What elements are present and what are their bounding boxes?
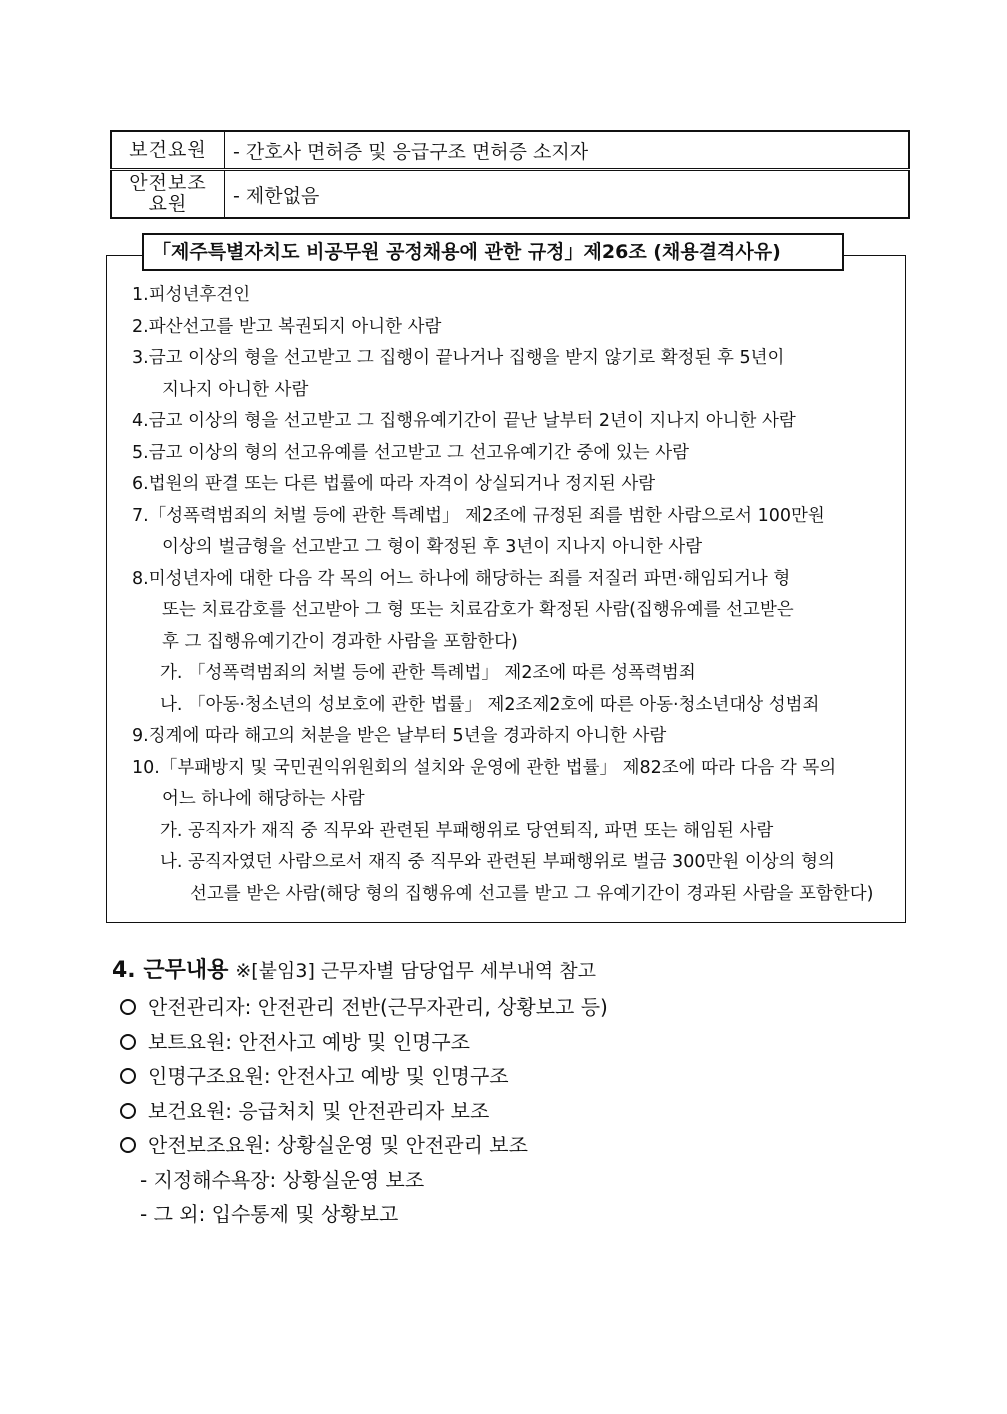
item-text: 「부패방지 및 국민권익위원회의 설치와 운영에 관한 법률」 제82조에 따라 다음 각 목의 bbox=[159, 757, 837, 778]
requirement-cell: - 간호사 면허증 및 응급구조 면허증 소지자 bbox=[225, 131, 910, 170]
duty-text: 인명구조요원: 안전사고 예방 및 인명구조 bbox=[148, 1064, 509, 1088]
list-item bbox=[132, 343, 898, 406]
item-text: 파산선고를 받고 복권되지 아니한 사람 bbox=[148, 316, 442, 337]
item-text: 「성폭력범죄의 처벌 등에 관한 특례법」 제2조에 규정된 죄를 범한 사람으로서 100만원 bbox=[148, 505, 825, 526]
list-item bbox=[132, 721, 898, 753]
role-cell: 보건요원 bbox=[111, 131, 225, 170]
item-text-continued: 후 그 집행유예기간이 경과한 사람을 포함한다) bbox=[162, 631, 518, 652]
list-item bbox=[132, 564, 898, 659]
list-item bbox=[132, 501, 898, 564]
sub-item-text: 공직자였던 사람으로서 재직 중 직무와 관련된 부패행위로 벌금 300만원 이상의 형의 bbox=[188, 852, 835, 872]
sub-item bbox=[132, 847, 898, 910]
sub-item bbox=[132, 690, 898, 722]
item-number: 9. bbox=[132, 726, 149, 746]
item-text-continued: 이상의 벌금형을 선고받고 그 형이 확정된 후 3년이 지나지 아니한 사람 bbox=[162, 537, 703, 557]
sub-item bbox=[132, 816, 898, 848]
circle-bullet-icon bbox=[120, 1034, 136, 1050]
circle-bullet-icon bbox=[120, 1103, 136, 1119]
table-row bbox=[111, 131, 909, 170]
item-number: 4. bbox=[132, 411, 149, 431]
section-note: ※[붙임3] 근무자별 담당업무 세부내역 참고 bbox=[235, 960, 597, 982]
role-cell: 안전보조 요원 bbox=[111, 170, 225, 219]
item-text: 금고 이상의 형을 선고받고 그 집행유예기간이 끝난 날부터 2년이 지나지 아니한 사람 bbox=[148, 411, 796, 431]
duty-list bbox=[120, 990, 608, 1232]
list-item bbox=[132, 406, 898, 438]
item-text: 피성년후견인 bbox=[148, 285, 251, 305]
requirement-cell: - 제한없음 bbox=[225, 170, 910, 219]
sub-item-number: 나. bbox=[160, 694, 189, 715]
duty-item bbox=[120, 1025, 608, 1060]
item-text-continued: 지나지 아니한 사람 bbox=[162, 379, 309, 400]
list-item bbox=[132, 469, 898, 501]
sub-item-text: 공직자가 재직 중 직무와 관련된 부패행위로 당연퇴직, 파면 또는 해임된 사람 bbox=[188, 820, 774, 841]
item-number: 5. bbox=[132, 442, 149, 463]
item-text: 미성년자에 대한 다음 각 목의 어느 하나에 해당하는 죄를 저질러 파면·해임되거나 형 bbox=[148, 568, 791, 589]
item-text-continued: 어느 하나에 해당하는 사람 bbox=[162, 789, 365, 809]
qualification-table bbox=[110, 130, 910, 219]
sub-item bbox=[132, 658, 898, 690]
circle-bullet-icon bbox=[120, 999, 136, 1015]
item-number: 6. bbox=[132, 474, 149, 494]
section-title: 4. 근무내용 bbox=[112, 958, 229, 983]
sub-item-text-continued: 선고를 받은 사람(해당 형의 집행유예 선고를 받고 그 유예기간이 경과된 사람을 포함한다) bbox=[190, 883, 874, 904]
duty-item bbox=[120, 1128, 608, 1163]
list-item bbox=[132, 280, 898, 312]
item-number: 3. bbox=[132, 348, 149, 368]
item-text: 금고 이상의 형을 선고받고 그 집행이 끝나거나 집행을 받지 않기로 확정된 후 5년이 bbox=[148, 348, 785, 368]
disqualification-title: 「제주특별자치도 비공무원 공정채용에 관한 규정」제26조 (채용결격사유) bbox=[142, 233, 844, 271]
item-number: 1. bbox=[132, 285, 149, 305]
duty-text: 안전보조요원: 상황실운영 및 안전관리 보조 bbox=[148, 1133, 528, 1157]
item-text: 금고 이상의 형의 선고유예를 선고받고 그 선고유예기간 중에 있는 사람 bbox=[148, 442, 690, 463]
circle-bullet-icon bbox=[120, 1137, 136, 1153]
sub-item-number: 가. bbox=[160, 663, 189, 683]
sub-duty-item: - 그 외: 입수통제 및 상황보고 bbox=[140, 1202, 399, 1226]
duty-item bbox=[120, 1094, 608, 1129]
item-number: 10. bbox=[132, 757, 160, 778]
list-item bbox=[132, 312, 898, 344]
item-text: 징계에 따라 해고의 처분을 받은 날부터 5년을 경과하지 아니한 사람 bbox=[148, 726, 667, 746]
duty-text: 보트요원: 안전사고 예방 및 인명구조 bbox=[148, 1029, 470, 1054]
sub-duty-item: - 지정해수욕장: 상황실운영 보조 bbox=[140, 1167, 425, 1192]
duty-text: 보건요원: 응급처치 및 안전관리자 보조 bbox=[148, 1098, 490, 1123]
duty-text: 안전관리자: 안전관리 전반(근무자관리, 상황보고 등) bbox=[148, 995, 608, 1019]
item-number: 7. bbox=[132, 505, 149, 526]
list-item bbox=[132, 438, 898, 470]
circle-bullet-icon bbox=[120, 1068, 136, 1084]
section-heading bbox=[112, 953, 596, 984]
sub-item-number: 가. bbox=[160, 820, 189, 841]
item-number: 8. bbox=[132, 568, 149, 589]
table-row bbox=[111, 170, 909, 219]
sub-item-text: 「아동·청소년의 성보호에 관한 법률」 제2조제2호에 따른 아동·청소년대상 성범죄 bbox=[188, 694, 820, 715]
duty-item bbox=[120, 990, 608, 1025]
item-text-continued: 또는 치료감호를 선고받아 그 형 또는 치료감호가 확정된 사람(집행유예를 선고받은 bbox=[162, 600, 794, 620]
item-number: 2. bbox=[132, 316, 149, 337]
sub-item-number: 나. bbox=[160, 852, 189, 872]
item-text: 법원의 판결 또는 다른 법률에 따라 자격이 상실되거나 정지된 사람 bbox=[148, 474, 656, 494]
sub-item-text: 「성폭력범죄의 처벌 등에 관한 특례법」 제2조에 따른 성폭력범죄 bbox=[188, 663, 696, 683]
list-item bbox=[132, 753, 898, 816]
disqualification-list bbox=[132, 280, 898, 910]
duty-item bbox=[120, 1059, 608, 1094]
